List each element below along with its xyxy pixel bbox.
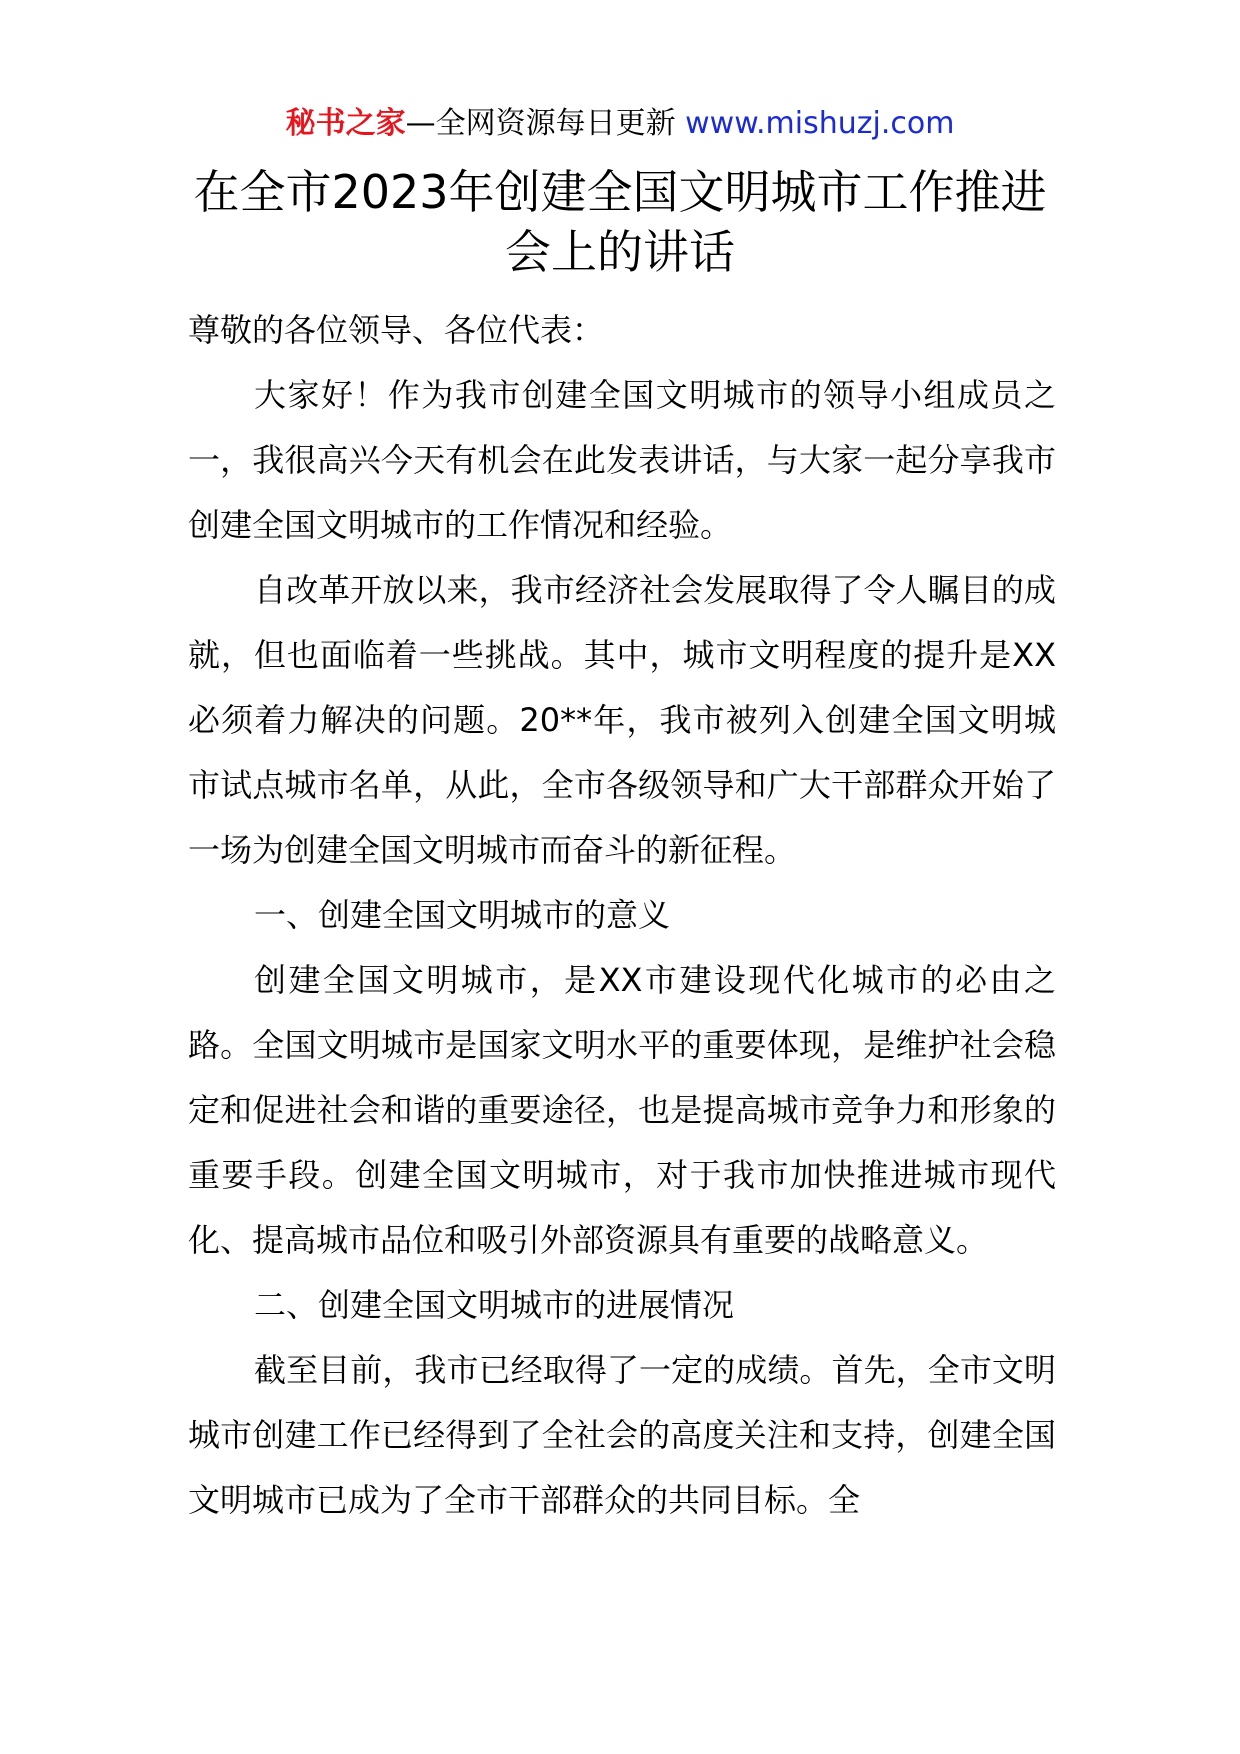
paragraph-progress: 截至目前，我市已经取得了一定的成绩。首先，全市文明城市创建工作已经得到了全社会的高度关注和支持，创建全国文明城市已成为了全市干部群众的共同目标。全 [188, 1351, 1056, 1519]
section-heading-significance: 一、创建全国文明城市的意义 [254, 896, 671, 934]
site-url-link[interactable]: www.mishuzj.com [685, 106, 955, 141]
document-body [188, 298, 1056, 1533]
salutation: 尊敬的各位领导、各位代表： [188, 311, 605, 349]
document-title: 在全市2023年创建全国文明城市工作推进会上的讲话 [193, 165, 1047, 279]
site-header [0, 104, 1240, 144]
paragraph-opening: 大家好！作为我市创建全国文明城市的领导小组成员之一，我很高兴今天有机会在此发表讲话，与大家一起分享我市创建全国文明城市的工作情况和经验。 [188, 376, 1056, 544]
paragraph-significance: 创建全国文明城市，是XX市建设现代化城市的必由之路。全国文明城市是国家文明水平的重要体现，是维护社会稳定和促进社会和谐的重要途径，也是提高城市竞争力和形象的重要手段。创建全国文明城市，对于我市加快推进城市现代化、提高城市品位和吸引外部资源具有重要的战略意义。 [188, 961, 1056, 1259]
section-heading-progress: 二、创建全国文明城市的进展情况 [254, 1286, 735, 1324]
paragraph-background: 自改革开放以来，我市经济社会发展取得了令人瞩目的成就，但也面临着一些挑战。其中，城市文明程度的提升是XX必须着力解决的问题。20**年，我市被列入创建全国文明城市试点城市名单，从此，全市各级领导和广大干部群众开始了一场为创建全国文明城市而奋斗的新征程。 [188, 571, 1056, 869]
header-slogan: —全网资源每日更新 [405, 106, 676, 141]
brand-name: 秘书之家 [285, 106, 406, 141]
